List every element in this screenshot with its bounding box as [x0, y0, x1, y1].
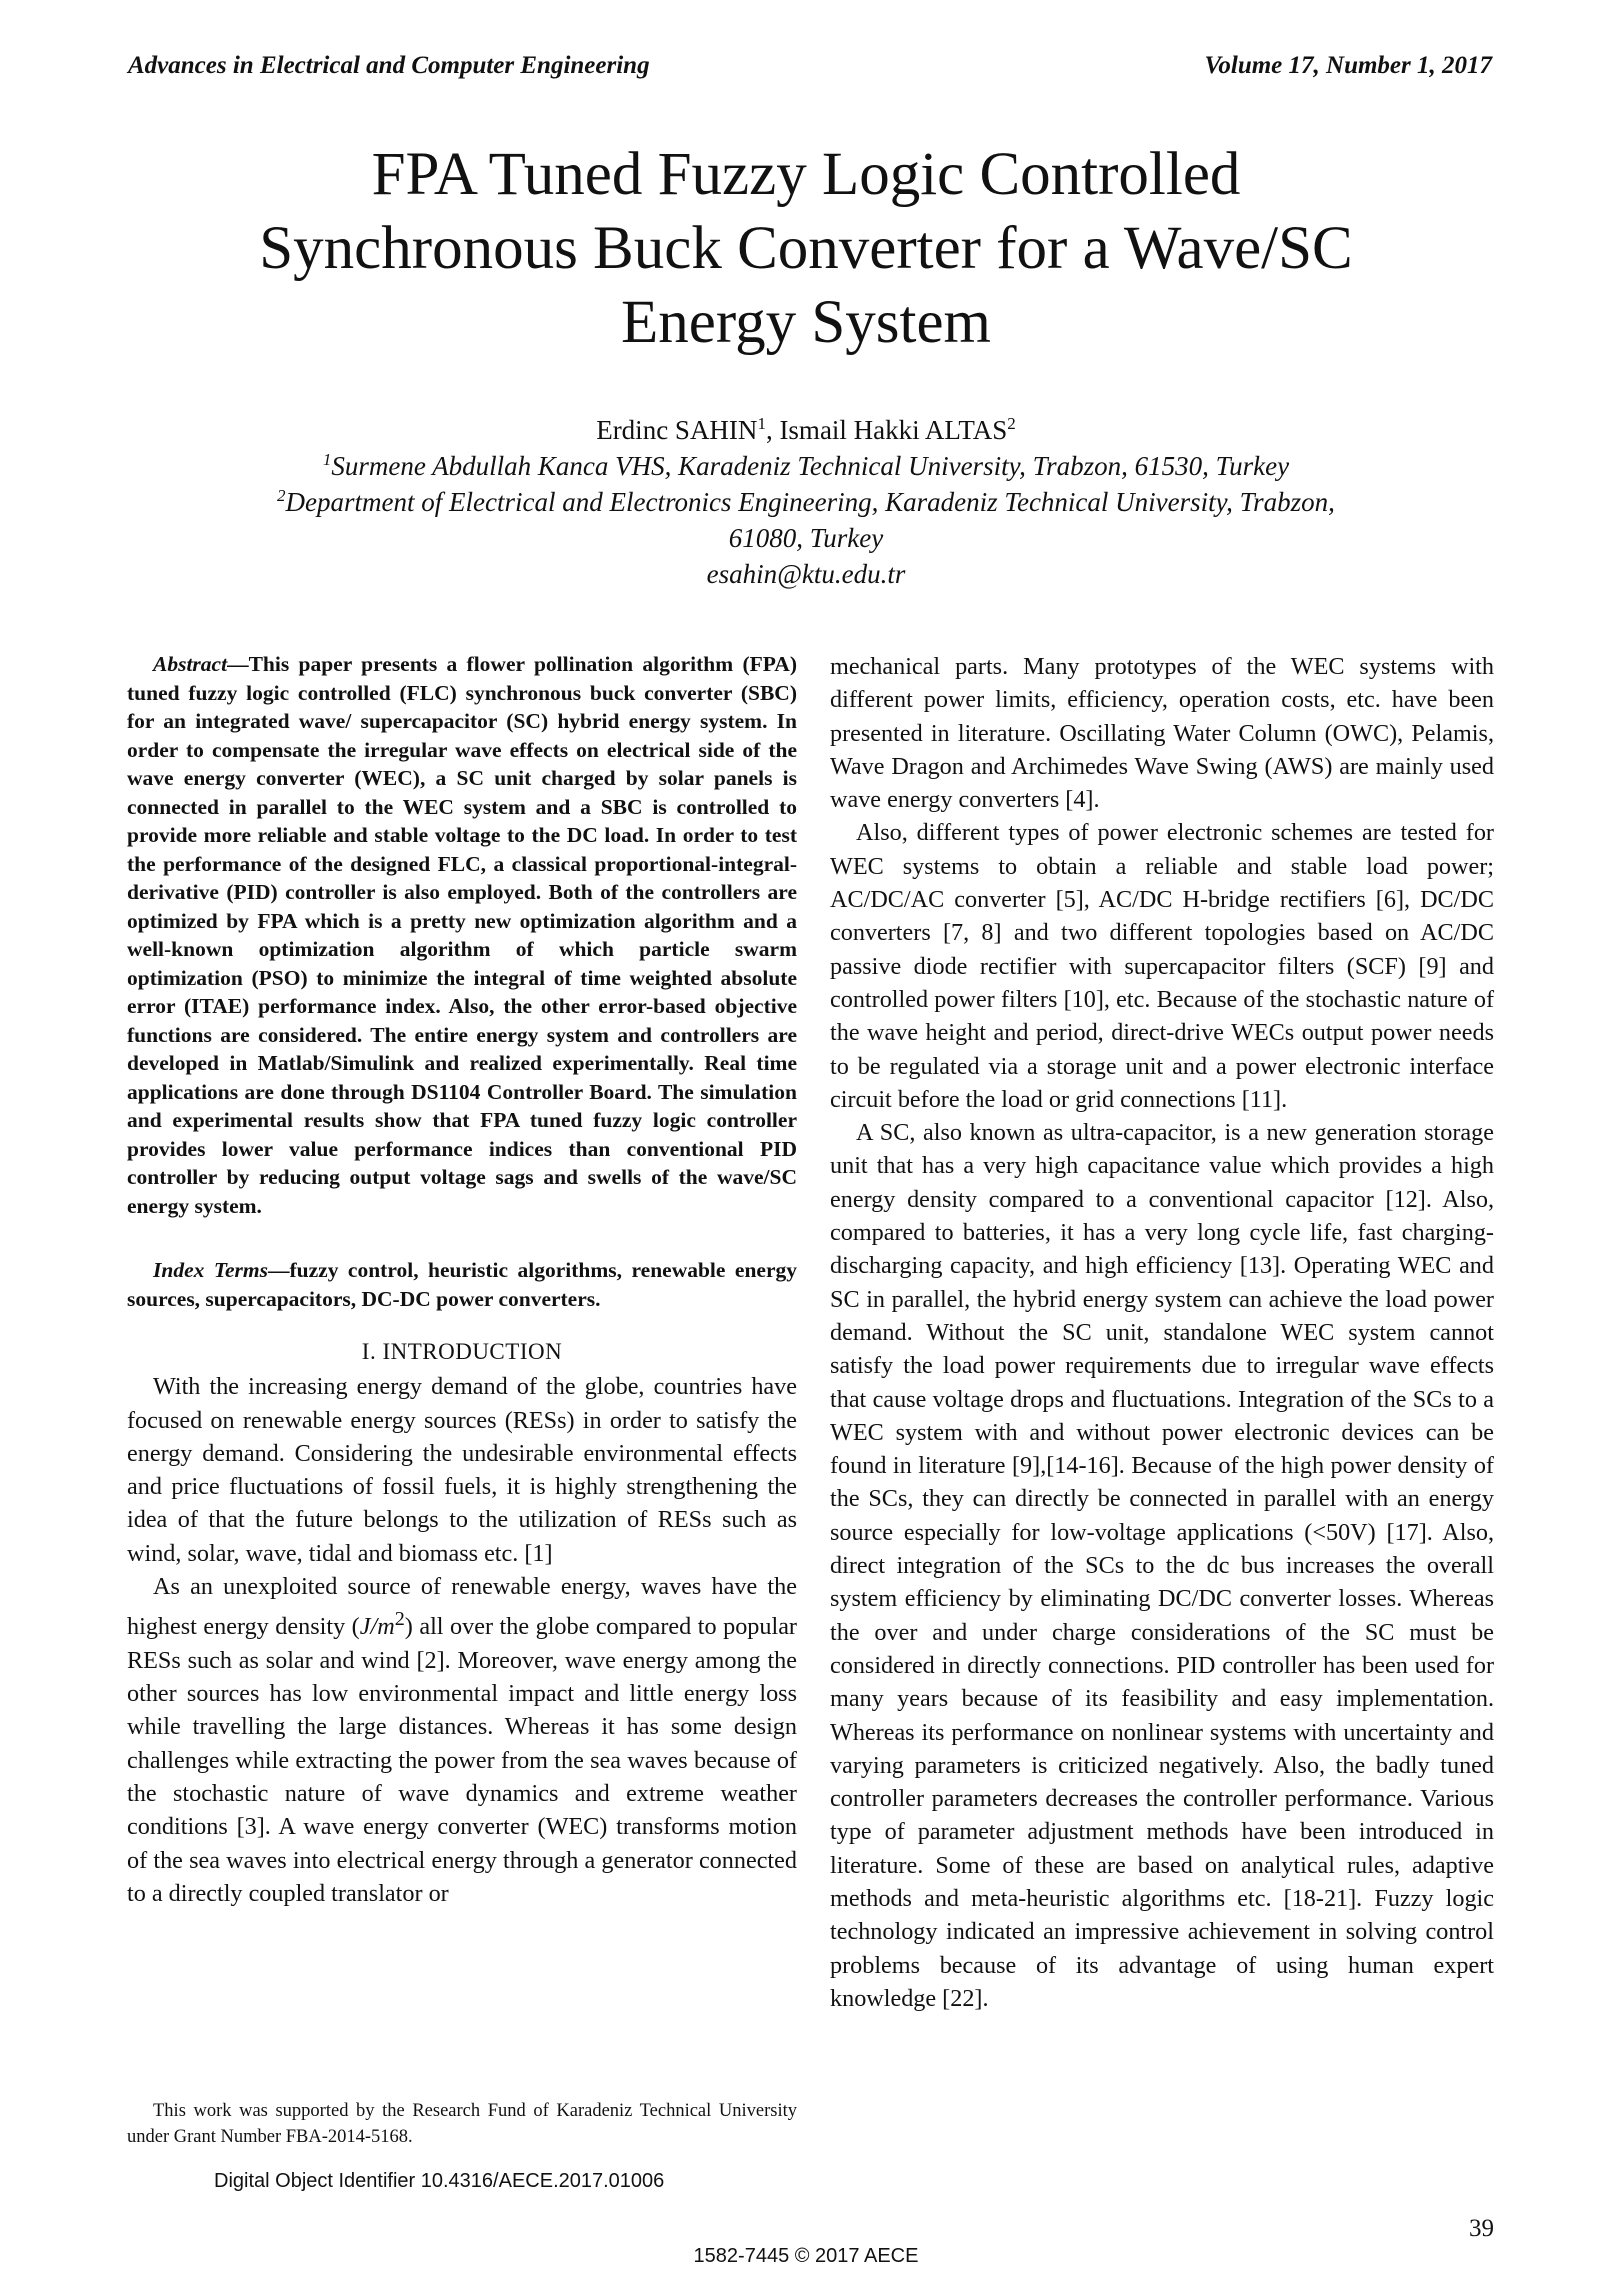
- title-line: Energy System: [621, 289, 991, 356]
- page-number: 39: [1469, 2215, 1494, 2242]
- section-heading: I. INTRODUCTION: [361, 1339, 563, 1364]
- index-terms: [127, 1256, 797, 1313]
- title-line: FPA Tuned Fuzzy Logic Controlled: [371, 141, 1241, 208]
- paragraph-text: ) all over the globe compared to popular RESs such as solar and wind [2]. Moreover, wave energy among the other sources has low environmental impact and little energy loss while travelling the large distances. Whereas it has some design challenges while extracting the power from the sea waves because of the stochastic nature of wave dynamics and extreme weather conditions [3]. A wave energy converter (WEC) transforms motion of the sea waves into electrical energy through a generator connected to a directly coupled translator or: [127, 1613, 797, 1907]
- author-line: [100, 412, 1512, 448]
- left-column: [127, 650, 797, 1910]
- paragraph: A SC, also known as ultra-capacitor, is a new generation storage unit that has a very high capacitance value which provides a high energy density compared to a conventional capacitor [12]. Also, compared to batteries, it has a very long cycle life, fast charging-discharging capacity, and high efficiency [13]. Operating WEC and SC in parallel, the hybrid energy system can achieve the load power demand. Without the SC unit, standalone WEC system cannot satisfy the load power requirements due to irregular wave effects that cause voltage drops and fluctuations. Integration of the SCs to a WEC system with and without power electronic devices can be found in literature [9],[14-16]. Because of the high power density of the SCs, they can directly be connected in parallel with an energy source especially for low-voltage applications (<50V) [17]. Also, direct integration of the SCs to the dc bus increases the overall system efficiency by eliminating DC/DC converter losses. Whereas the over and under charge considerations of the SC must be considered in directly connections. PID controller has been used for many years because of its feasibility and easy implementation. Whereas its performance on nonlinear systems with uncertainty and varying parameters is criticized negatively. Also, the badly tuned controller parameters decreases the controller performance. Various type of parameter adjustment methods have been introduced in literature. Some of these are based on analytical rules, adaptive methods and meta-heuristic algorithms etc. [18-21]. Fuzzy logic technology indicated an impressive achievement in solving control problems because of its advantage of using human expert knowledge [22].: [830, 1119, 1494, 2012]
- unit-text: J/m: [359, 1613, 395, 1641]
- paragraph-text: As an unexploited source of renewable energy, waves have the highest energy density (: [127, 1573, 797, 1641]
- affiliation-mark: 1: [757, 414, 766, 433]
- index-terms-label: Index Terms: [153, 1258, 268, 1282]
- affiliation-mark: 2: [277, 486, 286, 505]
- paragraph: mechanical parts. Many prototypes of the WEC systems with different power limits, efficiency, operation costs, etc. have been presented in literature. Oscillating Water Column (OWC), Pelamis, Wave Dragon and Archimedes Wave Swing (AWS) are mainly used wave energy converters [4].: [830, 653, 1494, 814]
- abstract: [127, 650, 797, 1220]
- author-name: Ismail Hakki ALTAS: [779, 415, 1008, 445]
- affiliation-1: [100, 448, 1512, 484]
- unit-exponent: 2: [394, 1608, 405, 1631]
- abstract-label: Abstract: [153, 652, 228, 676]
- affiliation-mark: 2: [1007, 414, 1016, 433]
- running-header-journal: Advances in Electrical and Computer Engineering: [128, 52, 650, 79]
- paragraph: Also, different types of power electronic schemes are tested for WEC systems to obtain a reliable and stable load power; AC/DC/AC converter [5], AC/DC H-bridge rectifiers [6], DC/DC converters [7, 8] and two different topologies based on AC/DC passive diode rectifier with supercapacitor filters (SCF) [9] and controlled power filters [10], etc. Because of the stochastic nature of the wave height and period, direct-drive WECs output power needs to be regulated via a storage unit and a power electronic interface circuit before the load or grid connections [11].: [830, 819, 1494, 1113]
- right-column: [830, 650, 1494, 2015]
- running-header-volume: Volume 17, Number 1, 2017: [1204, 52, 1492, 79]
- author-separator: ,: [765, 415, 780, 445]
- abstract-text: —This paper presents a flower pollination algorithm (FPA) tuned fuzzy logic controlled (FLC) synchronous buck converter (SBC) for an integrated wave/ supercapacitor (SC) hybrid energy system. In order to compensate the irregular wave effects on electrical side of the wave energy converter (WEC), a SC unit charged by solar panels is connected in parallel to the WEC system and a SBC is controlled to provide more reliable and stable voltage to the DC load. In order to test the performance of the designed FLC, a classical proportional-integral-derivative (PID) controller is also employed. Both of the controllers are optimized by FPA which is a pretty new optimization algorithm and a well-known optimization algorithm of which particle swarm optimization (PSO) to minimize the integral of time weighted absolute error (ITAE) performance index. Also, the other error-based objective functions are considered. The entire energy system and controllers are developed in Matlab/Simulink and realized experimentally. Real time applications are done through DS1104 Controller Board. The simulation and experimental results show that FPA tuned fuzzy logic controller provides lower value performance indices than conventional PID controller by reducing output voltage sags and swells of the wave/SC energy system.: [127, 652, 797, 1218]
- issn-copyright: 1582-7445 © 2017 AECE: [693, 2245, 919, 2267]
- funding-footnote: This work was supported by the Research Fund of Karadeniz Technical University under Grant Number FBA-2014-5168.: [127, 2101, 797, 2147]
- paragraph: With the increasing energy demand of the globe, countries have focused on renewable energy sources (RESs) in order to satisfy the energy demand. Considering the undesirable environmental effects and price fluctuations of fossil fuels, it is highly strengthening the idea of that the future belongs to the utilization of RESs such as wind, solar, wave, tidal and biomass etc. [1]: [127, 1373, 797, 1567]
- author-email: esahin@ktu.edu.tr: [706, 559, 906, 589]
- affiliation-text: Department of Electrical and Electronics Engineering, Karadeniz Technical University, Trabzon,: [285, 487, 1335, 517]
- paper-title: [100, 138, 1512, 360]
- index-terms-text: —fuzzy control, heuristic algorithms, renewable energy sources, supercapacitors, DC-DC power converters.: [127, 1258, 798, 1311]
- author-block: [100, 412, 1512, 592]
- affiliation-mark: 1: [322, 450, 332, 469]
- affiliation-text: Surmene Abdullah Kanca VHS, Karadeniz Technical University, Trabzon, 61530, Turkey: [331, 451, 1290, 481]
- author-name: Erdinc SAHIN: [596, 415, 758, 445]
- paragraph: [127, 1570, 797, 1910]
- affiliation-2: [100, 484, 1512, 520]
- doi: Digital Object Identifier 10.4316/AECE.2017.01006: [214, 2170, 665, 2192]
- title-line: Synchronous Buck Converter for a Wave/SC: [259, 215, 1353, 282]
- affiliation-2-cont: 61080, Turkey: [728, 523, 884, 553]
